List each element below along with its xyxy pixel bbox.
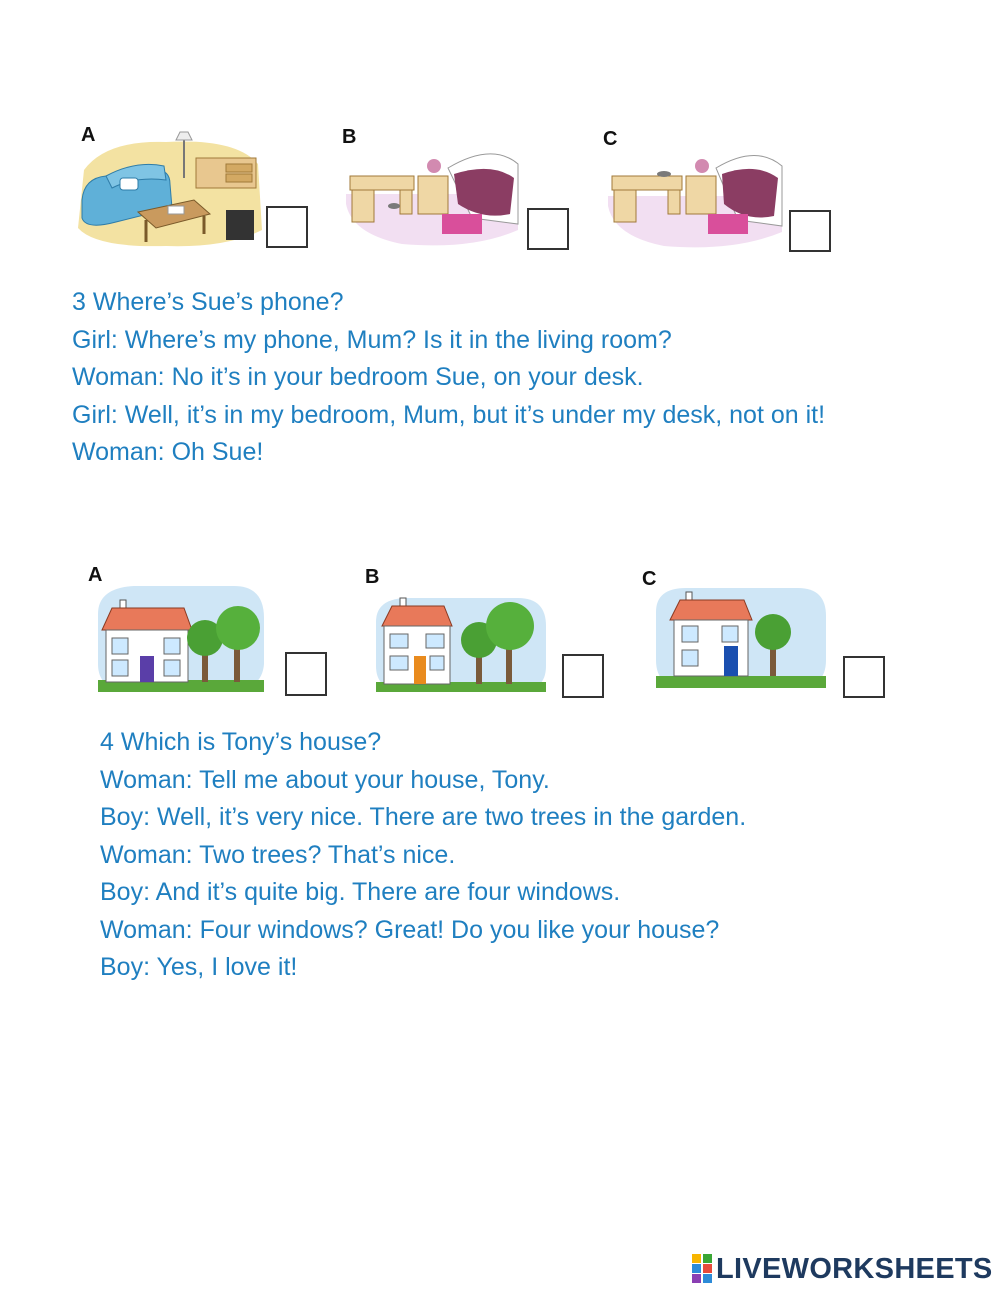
- q4-option-a-answer-box[interactable]: [285, 652, 327, 696]
- dialogue-line: Woman: Four windows? Great! Do you like your house?: [100, 915, 720, 944]
- dialogue-line: Boy: Yes, I love it!: [100, 953, 298, 981]
- liveworksheets-logo: [692, 1252, 993, 1286]
- dialogue-line: Boy: Well, it’s very nice. There are two trees in the garden.: [100, 803, 747, 831]
- house-c-picture: [652, 584, 828, 690]
- dialogue-line: Boy: And it’s quite big. There are four windows.: [100, 878, 621, 906]
- dialogue-line: Girl: Where’s my phone, Mum? Is it in the living room?: [72, 325, 672, 354]
- bedroom-c-picture: [604, 146, 786, 250]
- bedroom-b-picture: [342, 144, 522, 248]
- living-room-picture: [76, 130, 262, 248]
- liveworksheets-logo-icon: [692, 1254, 712, 1284]
- house-a-picture: [94, 584, 266, 694]
- dialogue-line: Woman: Two trees? That’s nice.: [100, 840, 456, 869]
- logo-text: LIVEWORKSHEETS: [716, 1252, 993, 1285]
- q4-option-c-label: C: [642, 568, 657, 590]
- q3-option-b-label: B: [342, 126, 357, 148]
- q4-option-b-answer-box[interactable]: [562, 654, 604, 698]
- q4-option-c-answer-box[interactable]: [843, 656, 885, 698]
- dialogue-line: Woman: No it’s in your bedroom Sue, on your desk.: [72, 363, 644, 391]
- dialogue-line: Girl: Well, it’s in my bedroom, Mum, but it’s under my desk, not on it!: [72, 400, 826, 429]
- dialogue-line: Woman: Tell me about your house, Tony.: [100, 765, 550, 794]
- q3-question: 3 Where’s Sue’s phone?: [72, 288, 344, 316]
- q3-option-a-label: A: [81, 124, 96, 146]
- dialogue-line: Woman: Oh Sue!: [72, 438, 264, 466]
- house-b-picture: [372, 596, 548, 694]
- q3-dialogue: [72, 284, 825, 472]
- q3-option-b-answer-box[interactable]: [527, 208, 569, 250]
- q4-option-a-label: A: [88, 564, 103, 586]
- q4-question: 4 Which is Tony’s house?: [100, 728, 382, 756]
- q3-option-c-label: C: [603, 128, 618, 150]
- q3-option-a-answer-box[interactable]: [266, 206, 308, 248]
- q4-dialogue: [100, 724, 746, 987]
- q3-option-c-answer-box[interactable]: [789, 210, 831, 252]
- q4-option-b-label: B: [365, 566, 380, 588]
